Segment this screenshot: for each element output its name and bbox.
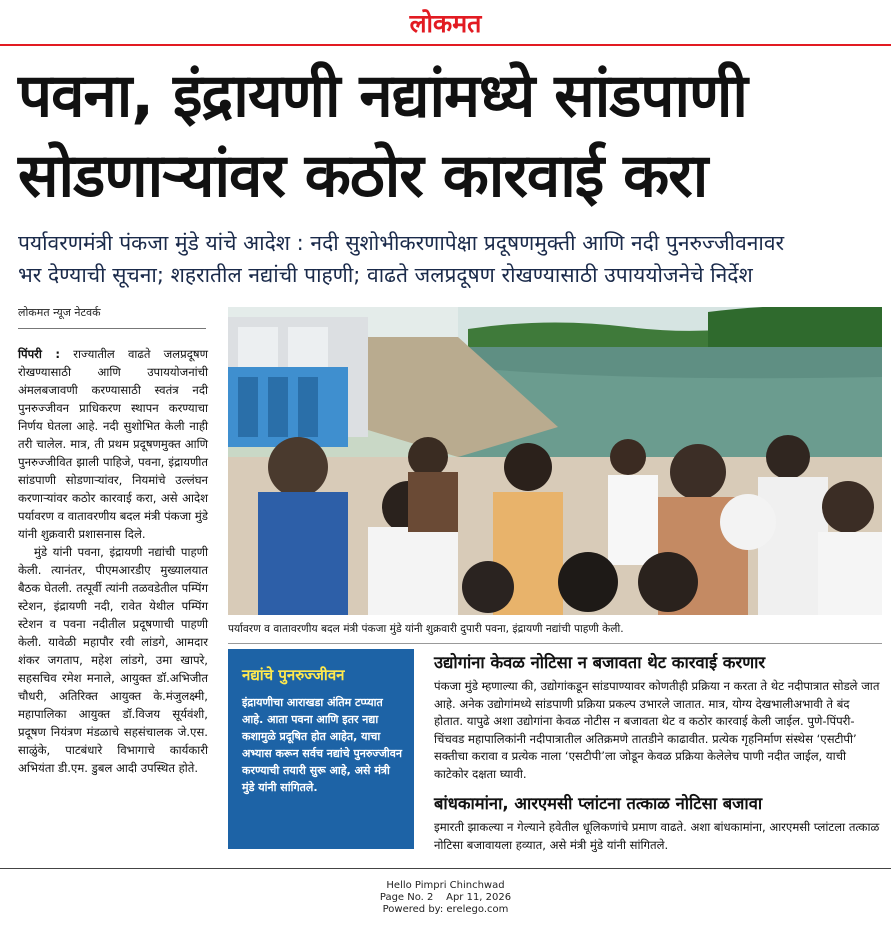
- story-construction: [434, 793, 882, 854]
- page-footer: [0, 880, 891, 916]
- byline-divider: [18, 328, 206, 329]
- sidebar-box: [228, 649, 414, 849]
- article-paragraph-2: मुंडे यांनी पवना, इंद्रायणी नद्यांची पाहणी केली. त्यानंतर, पीएमआरडीए मुख्यालयात बैठक घेतली. तत्पूर्वी त्यांनी तळवडेतील पम्पिंग स्टेशन, इंद्रायणी नदी, रावेत येथील पम्पिंग स्टेशन व पवना नदीतील प्रदूषणाची पाहणी केली. यावेळी महापौर रवी लांडगे, आमदार शंकर जगताप, महेश लांडगे, उमा खापरे, सहसचिव रमेश मनाले, आयुक्त डॉ.अभिजीत चौधरी, अतिरिक्त आयुक्त के.मंजुलक्ष्मी, महापालिका आयुक्त डॉ.विजय सूर्यवंशी, प्रदूषण नियंत्रण मंडळाचे सहसंचालक जे.एस. साळुंके, पाटबंधारे विभागाचे कार्यकारी अभियंता डी.एम. डुबल आदी उपस्थित होते.: [18, 545, 208, 775]
- sidebar-box-title: नद्यांचे पुनरुज्जीवन: [242, 666, 345, 684]
- news-photo: [228, 307, 882, 615]
- subheadline: [18, 227, 880, 291]
- headline-line-1: पवना, इंद्रायणी नद्यांमध्ये सांडपाणी: [18, 61, 747, 131]
- photo-caption: पर्यावरण व वातावरणीय बदल मंत्री पंकजा मुंडे यांनी शुक्रवारी दुपारी पवना, इंद्रायणी नद्यांची पाहणी केली.: [228, 623, 624, 635]
- dateline: पिंपरी :: [18, 347, 61, 361]
- article-paragraph-1: [18, 345, 208, 543]
- subheadline-line-2: भर देण्याची सूचना; शहरातील नद्यांची पाहणी; वाढते जलप्रदूषण रोखण्यासाठी उपाययोजनेचे निर्देश: [18, 263, 753, 287]
- footer-edition: Hello Pimpri Chinchwad: [386, 880, 505, 891]
- masthead: [0, 0, 891, 44]
- footer-powered-by: Powered by: erelego.com: [382, 904, 509, 915]
- story-construction-body: इमारती झाकल्या न गेल्याने हवेतील धूलिकणांचे प्रमाण वाढते. अशा बांधकामांना, आरएमसी प्लांटला तत्काळ नोटिसा बजावायला हव्यात, असे मंत्री मुंडे यांनी सांगितले.: [434, 820, 880, 852]
- story-industries-body: पंकजा मुंडे म्हणाल्या की, उद्योगांकडून सांडपाण्यावर कोणतीही प्रक्रिया न करता ते थेट नदीपात्रात सोडले जात आहे. अनेक उद्योगांमध्ये सांडपाणी प्रक्रिया प्रकल्प उभारले जातात. मात्र, योग्य देखभालीअभावी ते बंद होतात. यापुढे अशा उद्योगांना केवळ नोटीस न बजावता थेट व कठोर कारवाई केली जाईल. पुणे-पिंपरी-चिंचवड महापालिकांनी नदीपात्रातील अतिक्रमणे तातडीने काढावीत. प्रत्येक गृहनिर्माण संस्थेस ‘एसटीपी’ सक्तीचा करावा व प्रत्येक नाला ‘एसटीपी’ला जोडून केवळ प्रक्रिया केलेलेच पाणी नदीत जाईल, याची काटेकोर दक्षता घ्यावी.: [434, 679, 880, 781]
- news-photo-illustration: [228, 307, 882, 615]
- page-headline: [18, 56, 878, 216]
- byline: लोकमत न्यूज नेटवर्क: [18, 306, 101, 319]
- footer-divider: [0, 868, 891, 869]
- story-industries-headline: उद्योगांना केवळ नोटिसा न बजावता थेट कारवाई करणार: [434, 653, 766, 672]
- sidebar-box-text: इंद्रायणीचा आराखडा अंतिम टप्प्यात आहे. आता पवना आणि इतर नद्या कशामुळे प्रदूषित होत आहेत, याचा अभ्यास करून सर्वच नद्यांचे पुनरुज्जीवन करण्याची तयारी सुरू आहे, असे मंत्री मुंडे यांनी सांगितले.: [242, 696, 402, 794]
- caption-divider: [228, 643, 882, 644]
- story-industries: [434, 652, 882, 784]
- subheadline-line-1: पर्यावरणमंत्री पंकजा मुंडे यांचे आदेश : नदी सुशोभीकरणापेक्षा प्रदूषणमुक्ती आणि नदी पुनरुज्जीवनावर: [18, 231, 785, 255]
- story-construction-headline: बांधकामांना, आरएमसी प्लांटना तत्काळ नोटिसा बजावा: [434, 794, 763, 813]
- footer-page-date: Page No. 2 Apr 11, 2026: [379, 892, 512, 903]
- masthead-rule: [0, 44, 891, 46]
- article-body: [18, 345, 208, 777]
- headline-line-2: सोडणाऱ्यांवर कठोर कारवाई करा: [18, 141, 708, 211]
- article-paragraph-1-text: राज्यातील वाढते जलप्रदूषण रोखण्यासाठी आणि उपाययोजनांची अंमलबजावणी करण्यासाठी स्वतंत्र नदी पुनरुज्जीवन प्राधिकरण स्थापन करण्याचा निर्णय घेतला आहे. नदी सुशोभित केली नाही तरी चालेल. मात्र, ती प्रथम प्रदूषणमुक्त आणि पुनरुज्जीवित झाली पाहिजे, पवना, इंद्रायणीत सांडपाणी सोडणाऱ्यांवर, नियमांचे उल्लंघन करणाऱ्यांवर कठोर कारवाई करा, असे आदेश पर्यावरण व वातावरणीय बदल मंत्री पंकजा मुंडे यांनी शुक्रवारी प्रशासनास दिले.: [18, 347, 209, 541]
- lokmat-logo: लोकमत: [409, 9, 482, 38]
